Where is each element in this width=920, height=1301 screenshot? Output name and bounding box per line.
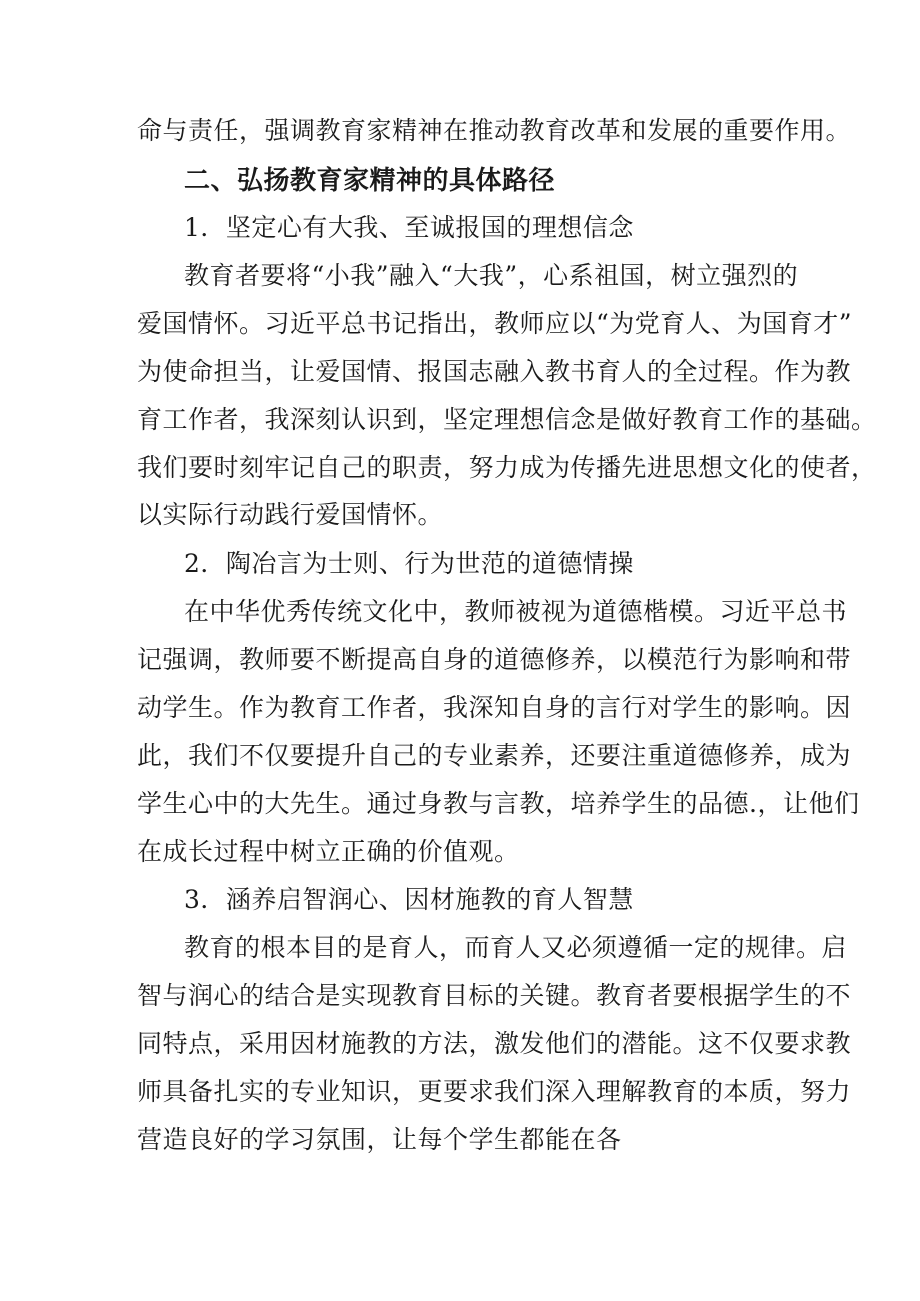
- paragraph-line: 爱国情怀。习近平总书记指出，教师应以“为党育人、为国育才”: [137, 309, 853, 338]
- paragraph-line: 我们要时刻牢记自己的职责，努力成为传播先进思想文化的使者，: [137, 453, 877, 482]
- paragraph-line: 同特点，采用因材施教的方法，激发他们的潜能。这不仅要求教: [137, 1029, 852, 1058]
- paragraph-line: 师具备扎实的专业知识，更要求我们深入理解教育的本质，努力: [137, 1077, 852, 1106]
- paragraph-line: 动学生。作为教育工作者，我深知自身的言行对学生的影响。因: [137, 693, 852, 722]
- paragraph-line: 记强调，教师要不断提高自身的道德修养，以模范行为影响和带: [137, 645, 852, 674]
- paragraph-line: 教育者要将“小我”融入“大我”，心系祖国，树立强烈的: [184, 261, 799, 290]
- paragraph-line: 以实际行动践行爱国情怀。: [137, 500, 444, 529]
- paragraph-line: 在成长过程中树立正确的价值观。: [137, 837, 520, 866]
- paragraph-line: 为使命担当，让爱国情、报国志融入教书育人的全过程。作为教: [137, 357, 852, 386]
- section-heading: 二、弘扬教育家精神的具体路径: [184, 166, 556, 196]
- subsection-heading: 1．坚定心有大我、至诚报国的理想信念: [184, 213, 634, 242]
- subsection-heading: 2．陶冶言为士则、行为世范的道德情操: [184, 549, 634, 578]
- paragraph-line: 在中华优秀传统文化中，教师被视为道德楷模。习近平总书: [184, 597, 848, 626]
- paragraph-line: 教育的根本目的是育人，而育人又必须遵循一定的规律。启: [184, 933, 848, 962]
- paragraph-line: 营造良好的学习氛围，让每个学生都能在各: [137, 1125, 622, 1154]
- subsection-heading: 3．涵养启智润心、因材施教的育人智慧: [184, 885, 634, 914]
- paragraph-line: 育工作者，我深刻认识到，坚定理想信念是做好教育工作的基础。: [137, 405, 877, 434]
- paragraph-line: 学生心中的大先生。通过身教与言教，培养学生的品德.，让他们: [137, 789, 860, 818]
- paragraph-line: 此，我们不仅要提升自己的专业素养，还要注重道德修养，成为: [137, 741, 852, 770]
- paragraph-line: 智与润心的结合是实现教育目标的关键。教育者要根据学生的不: [137, 981, 852, 1010]
- paragraph-line: 命与责任，强调教育家精神在推动教育改革和发展的重要作用。: [137, 116, 852, 145]
